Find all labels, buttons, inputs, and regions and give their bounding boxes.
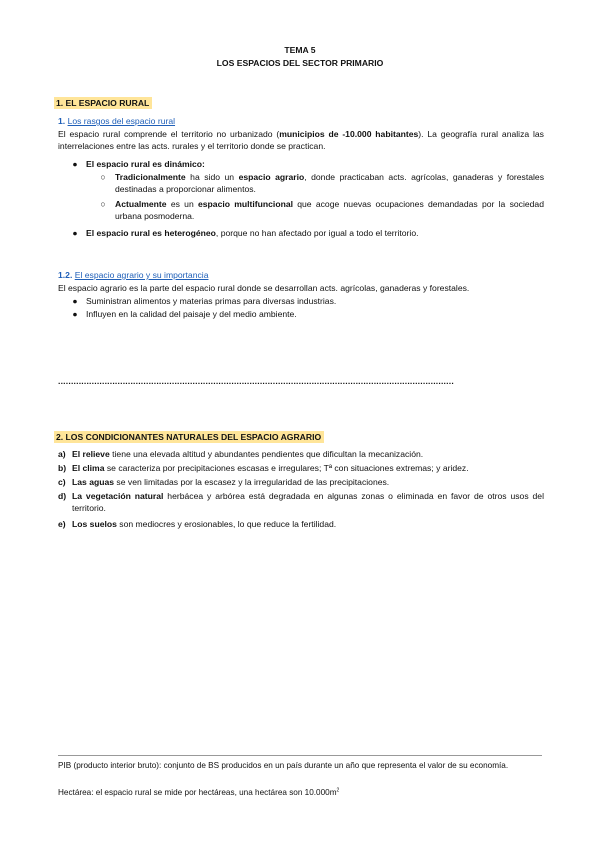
- subsection2-heading: 1.2. El espacio agrario y su importancia: [58, 270, 209, 280]
- bullet-heterogeneous: ● El espacio rural es heterogéneo, porque no han afectado por igual a todo el territorio.: [72, 228, 419, 238]
- bullet-dynamic: ● El espacio rural es dinámico:: [72, 159, 205, 169]
- footer-pib: PIB (producto interior bruto): conjunto de BS producidos en un país durante un año que representa el valor de su economía.: [58, 761, 509, 770]
- subsection2-link[interactable]: El espacio agrario y su importancia: [74, 270, 209, 280]
- page-title: LOS ESPACIOS DEL SECTOR PRIMARIO: [216, 58, 384, 68]
- section2-heading: 2. LOS CONDICIONANTES NATURALES DEL ESPACIO AGRARIO: [54, 431, 324, 443]
- list-item: e) Los suelos son mediocres y erosionables, lo que reduce la fertilidad.: [58, 519, 337, 529]
- dotted-separator: .........................................................................................................................................................: [58, 376, 454, 386]
- list-item: ● Suministran alimentos y materias primas para diversas industrias.: [72, 296, 337, 306]
- section1-heading: 1. EL ESPACIO RURAL: [54, 97, 152, 109]
- list-item: a) El relieve tiene una elevada altitud y abundantes pendientes que dificultan la mecanización.: [58, 449, 424, 459]
- subsection2-paragraph: El espacio agrario es la parte del espacio rural donde se desarrollan acts. agrícolas, ganaderas y forestales.: [58, 283, 470, 293]
- footer-rule: [58, 755, 542, 756]
- subsection1-paragraph: El espacio rural comprende el territorio no urbanizado (municipios de -10.000 habitantes). La geografía rural analiza las interrelaciones entre las acts. rurales y el territorio donde se practican.: [58, 129, 544, 152]
- list-item: ● Influyen en la calidad del paisaje y del medio ambiente.: [72, 309, 297, 319]
- list-item: b) El clima se caracteriza por precipitaciones escasas e irregulares; Tª con situaciones extremas; y aridez.: [58, 463, 469, 473]
- tema-label: TEMA 5: [284, 45, 316, 55]
- list-item: d) La vegetación natural herbácea y arbórea está degradada en algunas zonas o eliminada en favor de otros usos del territorio.: [58, 491, 545, 514]
- subbullet-current: ○ Actualmente es un espacio multifuncional que acoge nuevas ocupaciones demandadas por la sociedad urbana posmoderna.: [100, 199, 544, 222]
- subbullet-traditional: ○ Tradicionalmente ha sido un espacio agrario, donde practicaban acts. agrícolas, ganaderas y forestales destinadas a proporcionar alimentos.: [100, 172, 544, 195]
- subsection1-heading: 1. Los rasgos del espacio rural: [58, 116, 176, 126]
- list-item: c) Las aguas se ven limitadas por la escasez y la irregularidad de las precipitaciones.: [58, 477, 390, 487]
- subsection1-link[interactable]: Los rasgos del espacio rural: [67, 116, 176, 126]
- footer-hectarea: Hectárea: el espacio rural se mide por hectáreas, una hectárea son $10.000m^2$: [58, 787, 340, 797]
